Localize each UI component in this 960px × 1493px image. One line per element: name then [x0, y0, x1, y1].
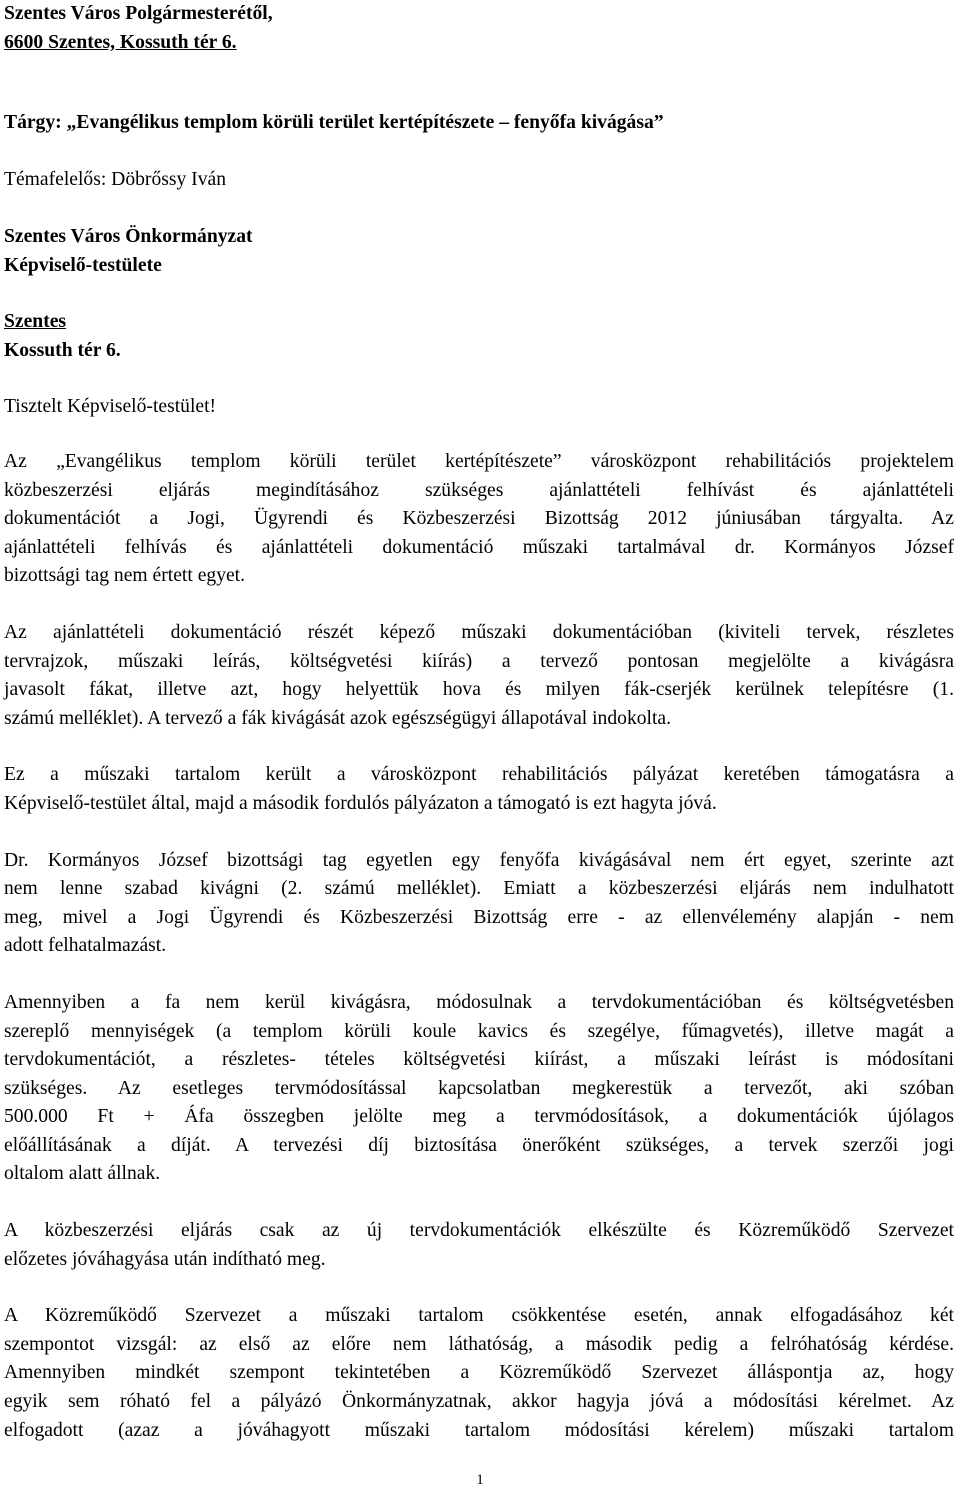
- paragraph-line: dokumentációt a Jogi, Ügyrendi és Közbeszerzési Bizottság 2012 júniusában tárgyalta. Az: [4, 508, 954, 530]
- sender-block: [4, 0, 273, 57]
- sender-line-2: 6600 Szentes, Kossuth tér 6.: [4, 31, 237, 53]
- paragraph-4: [4, 847, 954, 961]
- paragraph-line: szereplő mennyiségek (a templom körüli koule kavics és szegélye, fűmagvetés), illetve magát a: [4, 1020, 954, 1042]
- subject-line: [4, 109, 664, 138]
- paragraph-line: Az ajánlattételi dokumentáció részét képező műszaki dokumentációban (kiviteli tervek, részletes: [4, 621, 954, 643]
- paragraph-line: előzetes jóváhagyása után indítható meg.: [4, 1248, 326, 1270]
- paragraph-line: A Közreműködő Szervezet a műszaki tartalom csökkentése esetén, annak elfogadásához két: [4, 1305, 954, 1327]
- paragraph-line: javasolt fákat, illetve azt, hogy helyettük hova és milyen fák-cserjék kerülnek telepítésre (1.: [4, 679, 954, 701]
- address-line-1: Szentes: [4, 311, 67, 332]
- body-text: [4, 448, 954, 1445]
- paragraph-line: Amennyiben a fa nem kerül kivágásra, módosulnak a tervdokumentációban és költségvetésben: [4, 991, 954, 1013]
- address-block: [4, 308, 121, 365]
- paragraph-line: szükséges. Az esetleges tervmódosítással kapcsolatban megkerestük a tervezőt, aki szóban: [4, 1077, 954, 1099]
- paragraph-line: A közbeszerzési eljárás csak az új tervdokumentációk elkészülte és Közreműködő Szervezet: [4, 1220, 954, 1242]
- paragraph-line: közbeszerzési eljárás megindításához szükséges ajánlattételi felhívást és ajánlattételi: [4, 479, 954, 501]
- paragraph-line: Amennyiben mindkét szempont tekintetében a Közreműködő Szervezet álláspontja az, hogy: [4, 1362, 954, 1384]
- subject-text: Tárgy: „Evangélikus templom körüli terület kertépítészete – fenyőfa kivágása”: [4, 112, 664, 133]
- paragraph-line: oltalom alatt állnak.: [4, 1163, 161, 1185]
- salutation-text: Tisztelt Képviselő-testület!: [4, 396, 217, 417]
- paragraph-1: [4, 448, 954, 591]
- paragraph-2: [4, 619, 954, 733]
- paragraph-line: Dr. Kormányos József bizottsági tag egyetlen egy fenyőfa kivágásával nem ért egyet, szerinte azt: [4, 849, 954, 871]
- paragraph-line: 500.000 Ft + Áfa összegben jelölte meg a tervmódosítások, a dokumentációk újólagos: [4, 1106, 954, 1128]
- paragraph-line: meg, mivel a Jogi Ügyrendi és Közbeszerzési Bizottság erre - az ellenvélemény alapján - nem: [4, 906, 954, 928]
- paragraph-line: elfogadott (azaz a jóváhagyott műszaki tartalom módosítási kérelem) műszaki tartalom: [4, 1419, 954, 1441]
- recipient-block: [4, 223, 253, 280]
- paragraph-line: tervrajzok, műszaki leírás, költségvetési kiírás) a tervező pontosan megjelölte a kivágásra: [4, 650, 954, 672]
- paragraph-6: [4, 1217, 954, 1274]
- address-line-2: Kossuth tér 6.: [4, 339, 121, 361]
- paragraph-line: egyik sem róható fel a pályázó Önkormányzatnak, akkor hagyja jóvá a módosítási kérelmet. Az: [4, 1391, 954, 1413]
- paragraph-line: ajánlattételi felhívás és ajánlattételi dokumentáció műszaki tartalmával dr. Kormányos József: [4, 536, 954, 558]
- paragraph-line: tervdokumentációt, a részletes- tételes költségvetési kiírást, a műszaki leírást is módosítani: [4, 1049, 954, 1071]
- page-number: 1: [476, 1472, 484, 1488]
- paragraph-3: [4, 761, 954, 818]
- paragraph-line: nem lenne szabad kivágni (2. számú melléklet). Emiatt a közbeszerzési eljárás nem indulhatott: [4, 878, 954, 900]
- paragraph-line: számú melléklet). A tervező a fák kivágását azok egészségügyi állapotával indokolta.: [4, 707, 672, 729]
- paragraph-line: szempontot vizsgál: az első az előre nem láthatóság, a második pedig a felróhatóság kérdése.: [4, 1333, 954, 1355]
- salutation: [4, 393, 216, 422]
- paragraph-line: bizottsági tag nem értett egyet.: [4, 565, 246, 587]
- paragraph-line: Képviselő-testület által, majd a második fordulós pályázaton a támogató is ezt hagyta jóvá.: [4, 792, 717, 814]
- recipient-line-1: Szentes Város Önkormányzat: [4, 226, 253, 247]
- sender-line-1: Szentes Város Polgármesterétől,: [4, 3, 273, 24]
- paragraph-line: előállításának a díját. A tervezési díj biztosítása önerőként szükséges, a tervek szerzői jogi: [4, 1134, 954, 1156]
- paragraph-7: [4, 1302, 954, 1445]
- responsible-line: [4, 166, 226, 195]
- paragraph-line: adott felhatalmazást.: [4, 935, 167, 957]
- responsible-text: Témafelelős: Döbrőssy Iván: [4, 169, 226, 190]
- paragraph-line: Az „Evangélikus templom körüli terület kertépítészete” városközpont rehabilitációs projektelem: [4, 451, 954, 472]
- paragraph-line: Ez a műszaki tartalom került a városközpont rehabilitációs pályázat keretében támogatásra a: [4, 764, 954, 786]
- paragraph-5: [4, 989, 954, 1189]
- recipient-line-2: Képviselő-testülete: [4, 254, 162, 276]
